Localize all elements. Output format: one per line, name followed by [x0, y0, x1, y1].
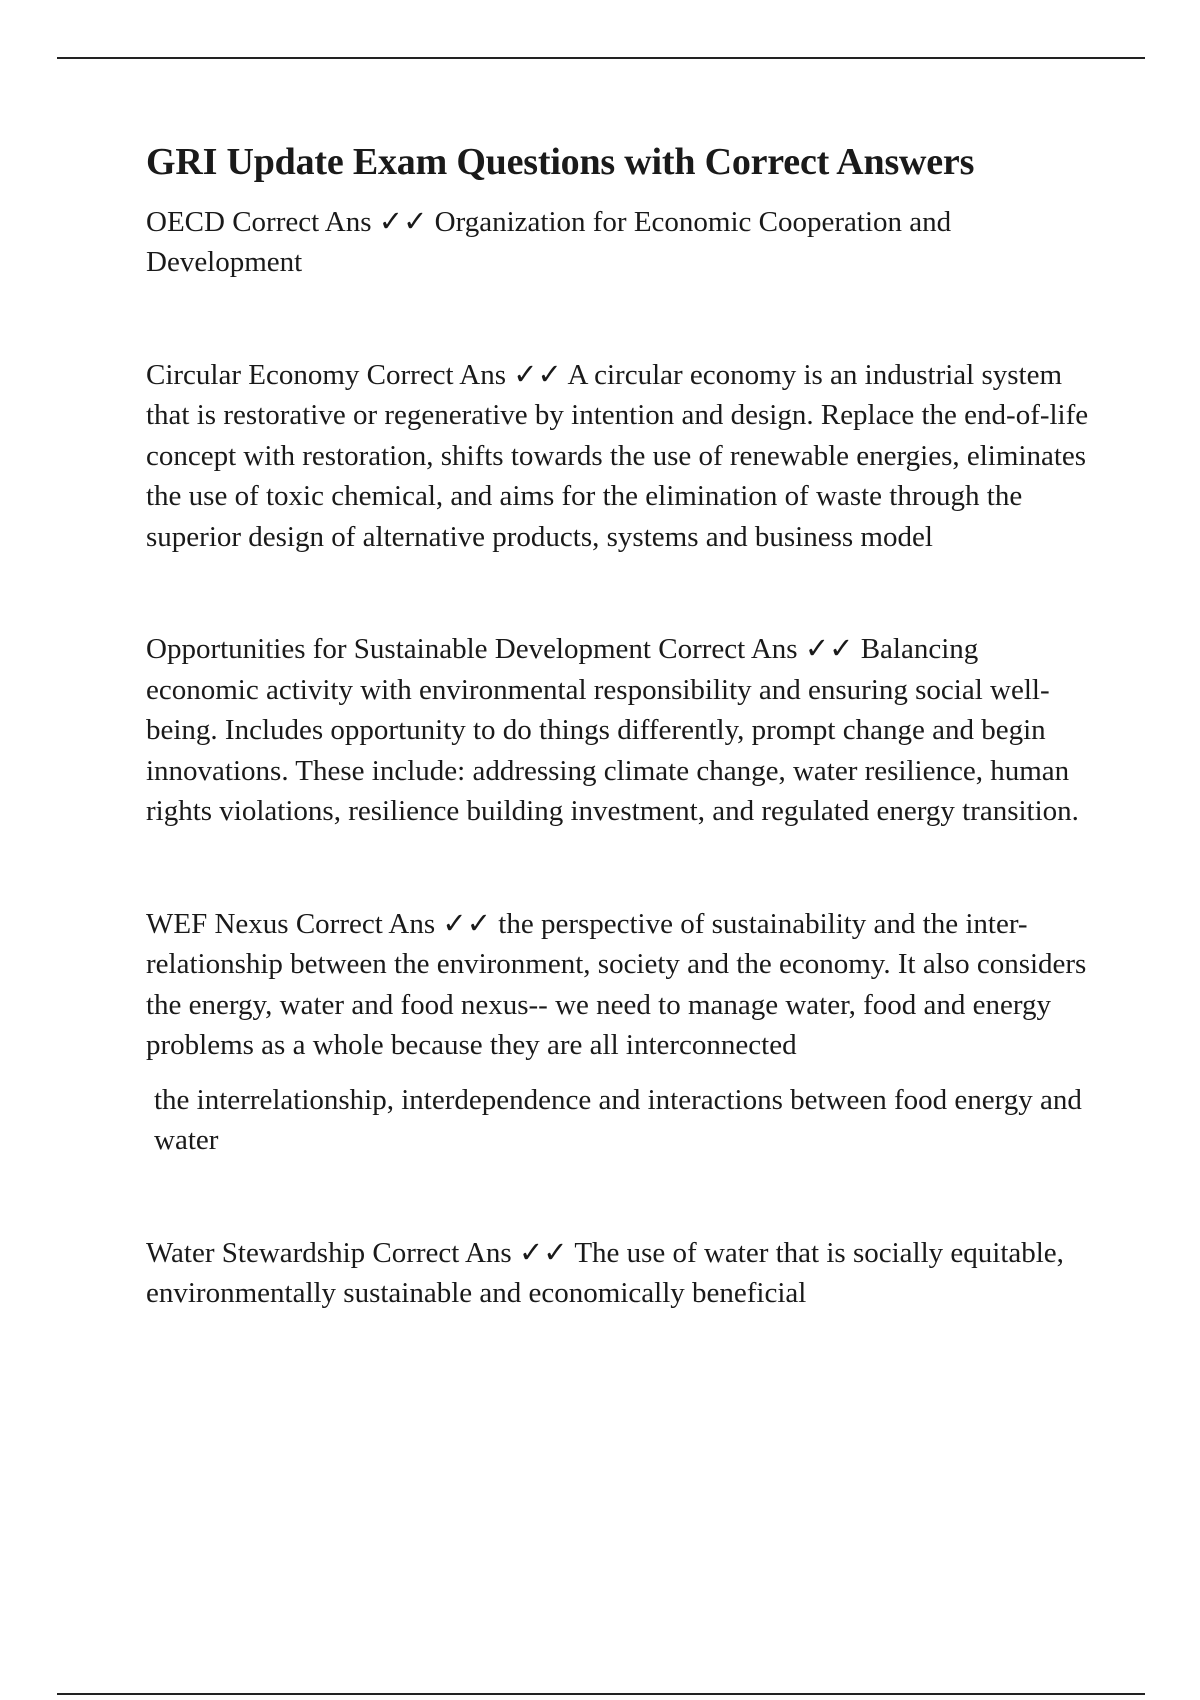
qa-term: Water Stewardship Correct Ans: [146, 1236, 512, 1269]
qa-text: [146, 202, 1096, 283]
page-title: GRI Update Exam Questions with Correct Answers: [146, 141, 975, 183]
qa-entry-water-stewardship: [146, 1233, 1096, 1314]
checkmark-icon: ✓✓: [442, 907, 492, 940]
qa-text: [146, 629, 1096, 832]
qa-extra-answer: the interrelationship, interdependence and interactions between food energy and water: [154, 1083, 1082, 1157]
qa-term: WEF Nexus Correct Ans: [146, 907, 436, 940]
qa-answer: A circular economy is an industrial system that is restorative or regenerative by intention and design. Replace the end-of-life concept with restoration, shifts towards the use of renewable energies, eliminates the use of toxic chemical, and aims for the elimination of waste through the superior design of alternative products, systems and business model: [146, 358, 1089, 553]
qa-answer: Balancing economic activity with environmental responsibility and ensuring social well-being. Includes opportunity to do things differently, prompt change and begin innovations. These include: addressing climate change, water resilience, human rights violations, resilience building investment, and regulated energy transition.: [146, 633, 1079, 828]
qa-text: [146, 355, 1096, 558]
qa-text: [146, 1233, 1096, 1314]
checkmark-icon: ✓✓: [378, 205, 428, 238]
qa-entry-circular-economy: [146, 355, 1096, 558]
checkmark-icon: ✓✓: [513, 358, 562, 391]
qa-term: OECD Correct Ans: [146, 205, 372, 238]
qa-term: Circular Economy Correct Ans: [146, 358, 506, 391]
qa-entry-wef-nexus: [146, 904, 1096, 1161]
document-body: [146, 140, 1096, 1314]
qa-answer: The use of water that is socially equitable, environmentally sustainable and economically beneficial: [146, 1236, 1064, 1310]
qa-entry-sustainable-development: [146, 629, 1096, 832]
qa-text: [146, 904, 1096, 1066]
qa-answer: Organization for Economic Cooperation and Development: [146, 205, 952, 279]
checkmark-icon: ✓✓: [518, 1236, 568, 1269]
checkmark-icon: ✓✓: [804, 633, 854, 666]
qa-term: Opportunities for Sustainable Development Correct Ans: [146, 633, 798, 666]
bottom-rule: [57, 1693, 1145, 1695]
top-rule: [57, 57, 1145, 59]
qa-answer: the perspective of sustainability and the inter-relationship between the environment, society and the economy. It also considers the energy, water and food nexus-- we need to manage water, food and energy problems as a whole because they are all interconnected: [146, 907, 1087, 1062]
qa-entry-oecd: [146, 202, 1096, 283]
